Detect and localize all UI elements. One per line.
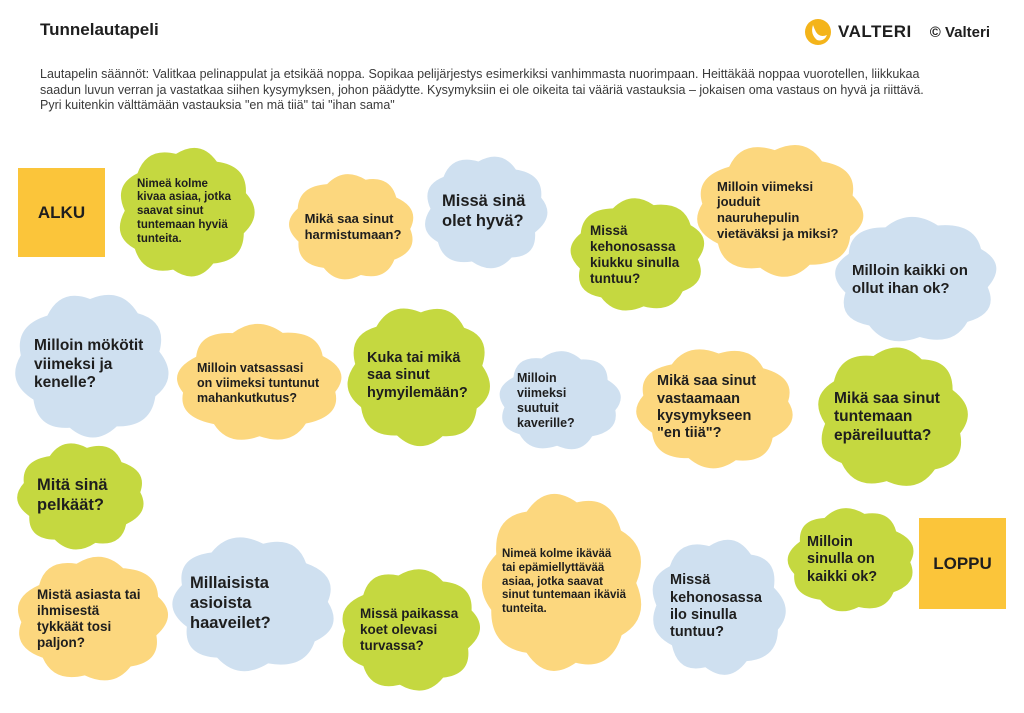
question-text: Missä sinä olet hyvä?	[442, 192, 526, 230]
question-cloud-8[interactable]	[175, 318, 343, 448]
question-cloud-7[interactable]	[12, 290, 172, 440]
question-text: Missä kehonosassa kiukku sinulla tuntuu?	[590, 222, 680, 287]
question-text: Mistä asiasta tai ihmisestä tykkäät tosi paljon?	[37, 586, 141, 651]
start-square[interactable]: ALKU	[18, 168, 105, 257]
question-cloud-6[interactable]	[830, 212, 1002, 348]
copyright: © Valteri	[929, 23, 990, 41]
question-text: Milloin mökötit viimeksi ja kenelle?	[34, 337, 144, 392]
brand	[804, 18, 990, 46]
question-cloud-16[interactable]	[338, 564, 483, 696]
question-cloud-2[interactable]	[288, 172, 418, 282]
question-text: Mikä saa sinut harmistumaan?	[304, 211, 402, 242]
question-text: Milloin vatsassasi on viimeksi tuntunut mahankutkutus?	[197, 360, 320, 405]
question-text: Missä kehonosassa ilo sinulla tuntuu?	[670, 572, 762, 641]
question-text: Millaisista asioista haaveilet?	[190, 574, 271, 632]
question-text: Nimeä kolme ikävää tai epämiellyttävää asiaa, jotka saavat sinut tuntemaan ikäviä tunteita.	[502, 548, 626, 616]
question-cloud-17[interactable]	[480, 490, 648, 675]
game-rules: Lautapelin säännöt: Valitkaa pelinappulat ja etsikää noppa. Sopikaa pelijärjestys esimerkiksi vanhimmasta nuorimpaan. Heittäkää noppaa vuorotellen, liikkukaa saadun luvun verran ja vastatkaa siihen kysymyksen, johon päädytte. Kysymyksiin ei ole oikeita tai vääriä vastauksia – jokaisen oma vastaus on hyvä ja riittävä. Pyri kuitenkin välttämään vastauksia "en mä tiiä" tai "ihan sama"	[40, 67, 924, 112]
question-text: Milloin viimeksi suutuit kaverille?	[517, 371, 575, 430]
brand-name: VALTERI	[838, 22, 912, 41]
question-cloud-19[interactable]	[785, 505, 917, 615]
question-cloud-9[interactable]	[345, 302, 495, 450]
question-cloud-3[interactable]	[420, 150, 550, 274]
question-text: Milloin sinulla on kaikki ok?	[807, 533, 878, 585]
end-square[interactable]: LOPPU	[919, 518, 1006, 609]
valteri-logo-icon	[804, 18, 832, 46]
question-text: Nimeä kolme kivaa asiaa, jotka saavat sinut tuntemaan hyviä tunteita.	[137, 177, 231, 245]
question-cloud-4[interactable]	[568, 195, 708, 315]
question-cloud-12[interactable]	[812, 345, 972, 490]
question-cloud-10[interactable]	[495, 345, 623, 457]
question-cloud-14[interactable]	[15, 553, 170, 685]
question-cloud-15[interactable]	[168, 528, 338, 680]
question-cloud-1[interactable]	[115, 142, 255, 282]
question-text: Milloin viimeksi jouduit nauruhepulin vietäväksi ja miksi?	[717, 178, 839, 241]
question-text: Mitä sinä pelkäät?	[37, 476, 108, 514]
question-cloud-13[interactable]	[15, 437, 147, 555]
question-text: Mikä saa sinut vastaamaan kysymykseen "en tiiä"?	[657, 373, 757, 442]
question-text: Mikä saa sinut tuntemaan epäreiluutta?	[834, 389, 940, 444]
question-text: Kuka tai mikä saa sinut hymyilemään?	[367, 349, 468, 401]
page-title: Tunnelautapeli	[40, 20, 159, 39]
question-cloud-11[interactable]	[635, 343, 795, 473]
question-cloud-18[interactable]	[648, 532, 788, 682]
question-text: Milloin kaikki on ollut ihan ok?	[852, 262, 968, 297]
question-text: Missä paikassa koet olevasi turvassa?	[360, 605, 459, 654]
